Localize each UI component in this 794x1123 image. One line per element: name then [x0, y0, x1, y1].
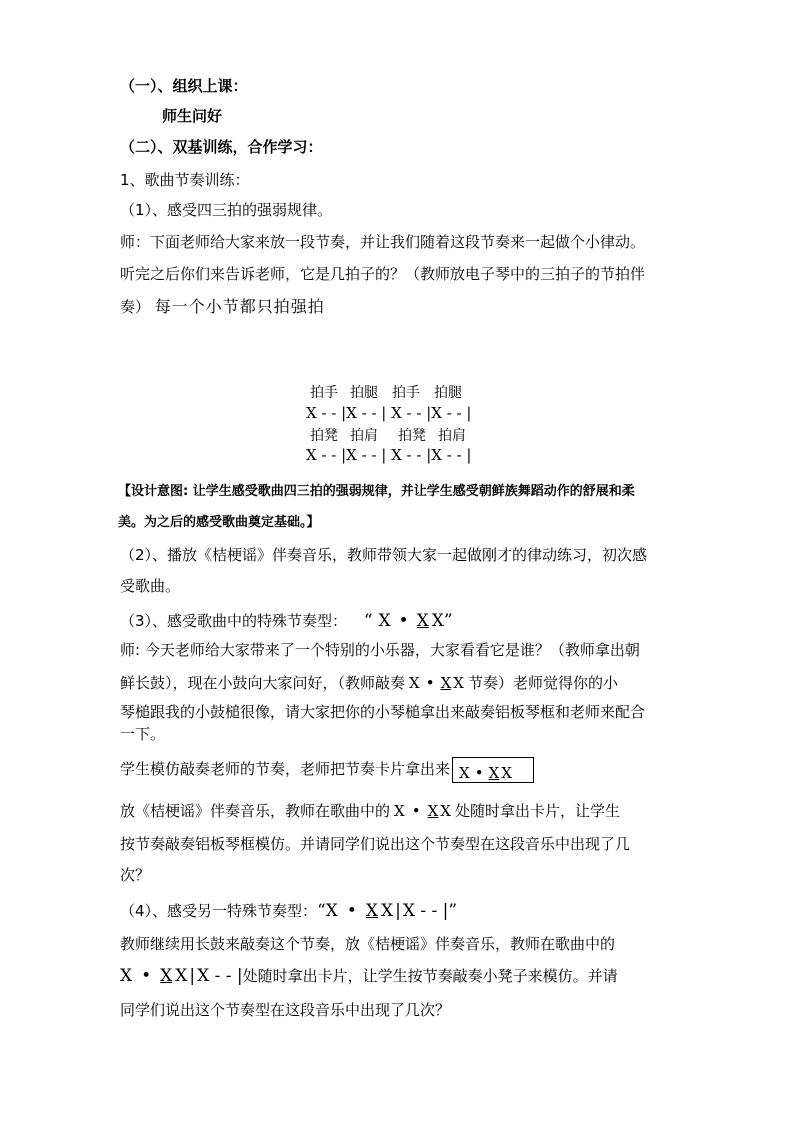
- note-x: X: [381, 901, 394, 921]
- imitate-line: [120, 754, 534, 784]
- note-x: X: [453, 674, 464, 692]
- sub-item-3-label: （3）、感受歌曲中的特殊节奏型：: [120, 612, 348, 630]
- sub-item-1-title: （1）、感受四三拍的强弱规律。: [120, 201, 333, 219]
- rhythm-label: 拍肩: [350, 428, 378, 444]
- paragraph-1-line-3-start: 奏）: [120, 298, 151, 316]
- paragraph-5-line-1: 教师继续用长鼓来敲奏这个节奏，放《桔梗谣》伴奏音乐，教师在歌曲中的: [120, 935, 616, 953]
- paragraph-3-line-2-start: 鲜长鼓），现在小鼓向大家问好，（教师敲奏: [120, 674, 406, 692]
- note-x: X: [394, 802, 405, 820]
- paragraph-3-line-4: 一下。: [120, 725, 166, 743]
- note-x: X: [501, 763, 512, 782]
- paragraph-4-line-1-start: 放《桔梗谣》伴奏音乐，教师在歌曲中的: [120, 802, 391, 820]
- quote-close: ”: [448, 901, 458, 921]
- note-x: X: [431, 611, 444, 631]
- note-x-underlined: X: [416, 611, 429, 631]
- rhythm-row-2-labels: [310, 427, 466, 445]
- quote-open: “: [363, 611, 373, 631]
- note-dot: •: [346, 901, 357, 921]
- note-x-underlined: X: [440, 674, 452, 692]
- note-dot: •: [398, 611, 409, 631]
- item-1-title: 1、歌曲节奏训练：: [120, 171, 250, 189]
- sub-item-2-line-1: （2）、播放《桔梗谣》伴奏音乐，教师带领大家一起做刚才的律动练习，初次感: [120, 546, 648, 564]
- note-group: X - - |: [197, 966, 243, 986]
- paragraph-1-line-3: [120, 297, 325, 317]
- paragraph-4-line-1: [120, 801, 620, 821]
- rhythm-row-2-notes: X - - |X - - | X - - |X - - |: [306, 446, 472, 464]
- rhythm-label: 拍腿: [350, 385, 378, 401]
- section-heading-2: （二）、双基训练，合作学习：: [120, 138, 323, 156]
- note-dot: •: [411, 802, 421, 820]
- note-group: X - - |: [402, 901, 449, 921]
- bar-line: |: [189, 966, 196, 986]
- rhythm-pattern-1: [364, 611, 453, 631]
- inline-rhythm-pattern: [120, 966, 243, 986]
- rhythm-label: 拍手: [310, 385, 338, 401]
- note-dot: •: [141, 966, 152, 986]
- imitate-text: 学生模仿敲奏老师的节奏，老师把节奏卡片拿出来: [120, 760, 451, 778]
- paragraph-5-line-2-end: 处随时拿出卡片，让学生按节奏敲奏小凳子来模仿。并请: [242, 967, 618, 985]
- note-x-underlined: X: [365, 901, 378, 921]
- design-intent-line-2: 美。为之后的感受歌曲奠定基础。】: [118, 515, 320, 530]
- rhythm-row-1-notes: X - - |X - - | X - - |X - - |: [306, 404, 472, 422]
- note-x: X: [440, 802, 451, 820]
- paragraph-5-line-2: [120, 966, 618, 986]
- rhythm-card: [452, 757, 534, 783]
- rhythm-row-1-labels: [310, 384, 462, 402]
- note-x-underlined: X: [427, 802, 439, 820]
- note-x-underlined: X: [488, 763, 500, 782]
- paragraph-3-line-3: 琴槌跟我的小鼓槌很像，请大家把你的小琴槌拿出来敲奏铝板琴框和老师来配合: [120, 703, 646, 721]
- paragraph-4-line-2: 按节奏敲奏铝板琴框模仿。并请同学们说出这个节奏型在这段音乐中出现了几: [120, 835, 631, 853]
- sub-item-4-label: （4）、感受另一特殊节奏型：: [120, 902, 318, 920]
- inline-rhythm-pattern: [409, 674, 464, 692]
- quote-open: “: [317, 901, 326, 921]
- note-x: X: [409, 674, 420, 692]
- greeting-text: 师生问好: [162, 107, 223, 125]
- note-x-underlined: X: [160, 966, 173, 986]
- rhythm-pattern-2: [317, 901, 457, 921]
- note-x: X: [459, 763, 470, 782]
- rhythm-label: 拍凳: [310, 428, 338, 444]
- sub-item-3-title: [120, 611, 453, 631]
- rhythm-label: 拍凳: [398, 428, 426, 444]
- note-x: X: [120, 966, 133, 986]
- note-dot: •: [425, 674, 435, 692]
- paragraph-1-line-2: 听完之后你们来告诉老师，它是几拍子的？（教师放电子琴中的三拍子的节拍伴: [120, 265, 646, 283]
- rhythm-label: 拍肩: [438, 428, 466, 444]
- section-heading-1: （一）、组织上课：: [120, 77, 248, 95]
- note-x: X: [378, 611, 391, 631]
- paragraph-4-line-1-end: 处随时拿出卡片，让学生: [454, 802, 620, 820]
- design-intent-line-1: 【设计意图: 让学生感受歌曲四三拍的强弱规律，并让学生感受朝鲜族舞蹈动作的舒展和柔: [118, 484, 635, 499]
- inline-rhythm-pattern: [394, 802, 451, 820]
- note-x: X: [175, 966, 188, 986]
- paragraph-4-line-3: 次？: [120, 866, 151, 884]
- note-x: X: [325, 901, 338, 921]
- paragraph-5-line-3: 同学们说出这个节奏型在这段音乐中出现了几次？: [120, 1001, 451, 1019]
- paragraph-3-line-1: 师: 今天老师给大家带来了一个特别的小乐器，大家看看它是谁？（教师拿出朝: [120, 641, 640, 659]
- paragraph-1-line-3-end: 每一个小节都只拍强拍: [154, 297, 325, 316]
- rhythm-label: 拍手: [392, 385, 420, 401]
- note-dot: •: [474, 763, 484, 782]
- paragraph-3-line-2-end: 节奏）老师觉得你的小: [467, 674, 618, 692]
- paragraph-1-line-1: 师：下面老师给大家来放一段节奏，并让我们随着这段节奏来一起做个小律动。: [120, 233, 646, 251]
- rhythm-label: 拍腿: [434, 385, 462, 401]
- sub-item-2-line-2: 受歌曲。: [120, 577, 181, 595]
- paragraph-3-line-2: [120, 673, 618, 693]
- bar-line: |: [395, 901, 401, 921]
- quote-close: ”: [443, 611, 453, 631]
- sub-item-4-title: [120, 901, 457, 921]
